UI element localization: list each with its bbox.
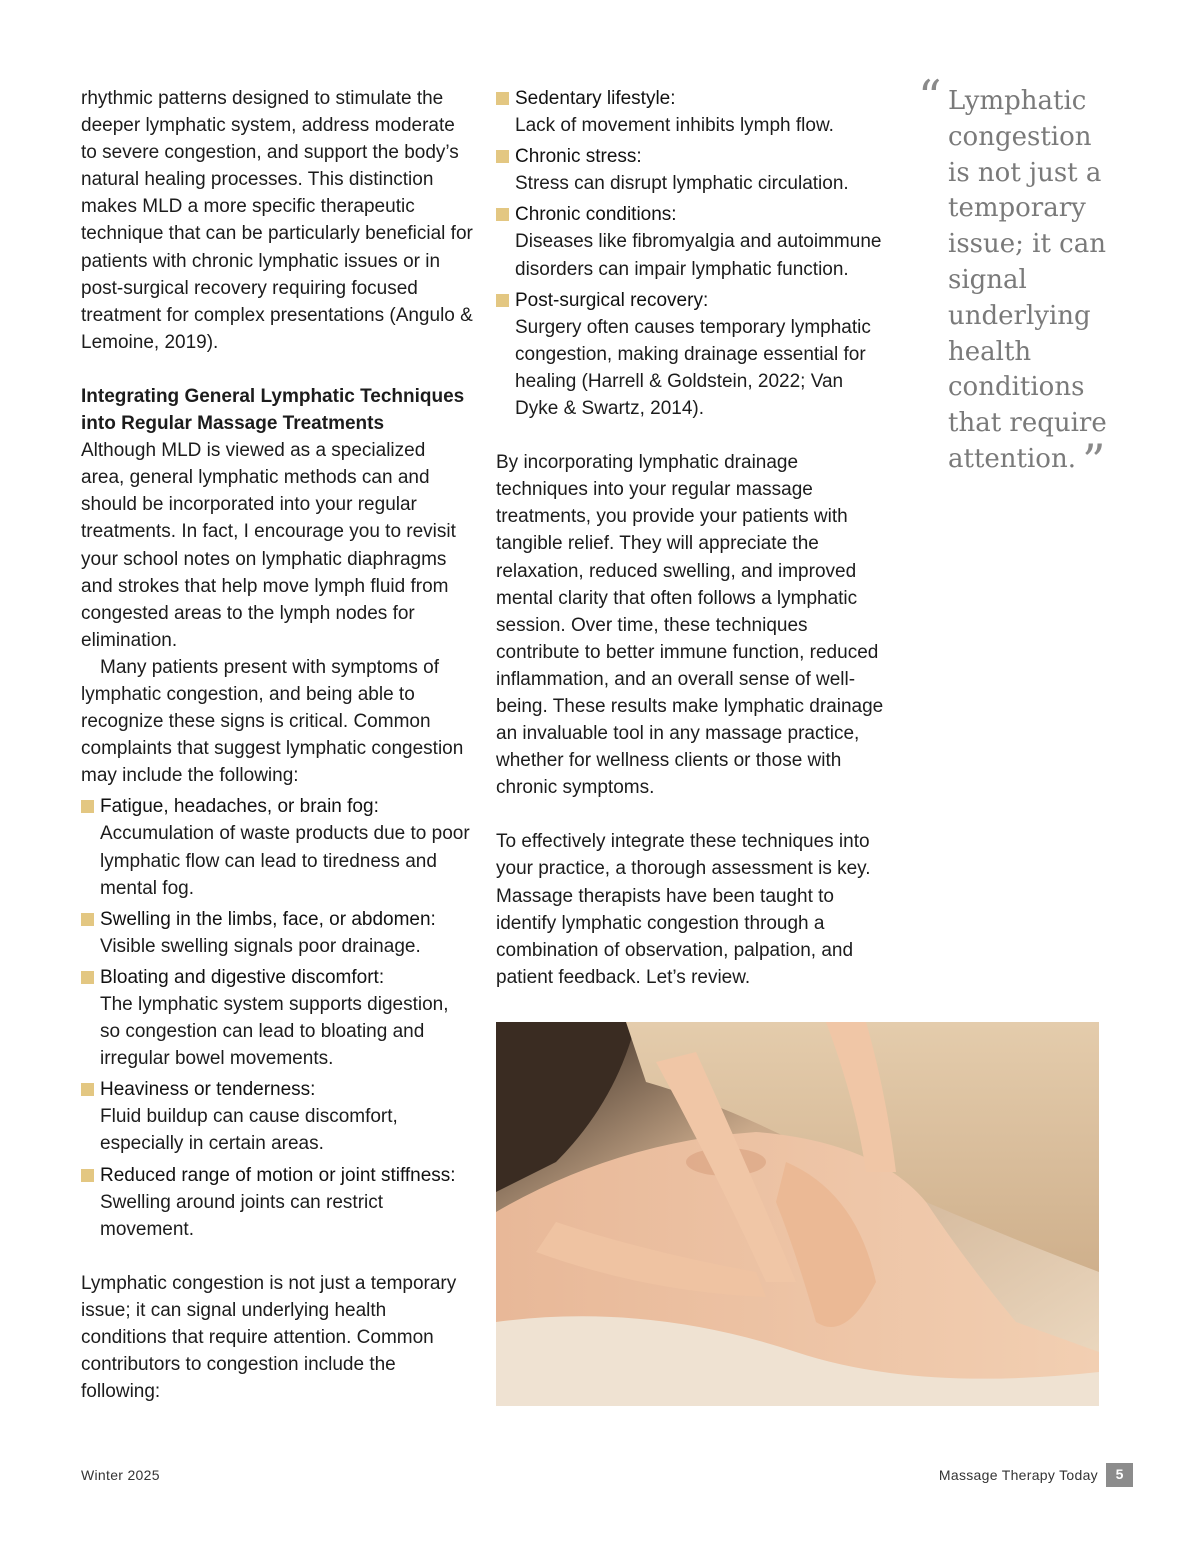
middle-column [496,85,888,991]
list-item-term: Sedentary lifestyle: [515,88,676,109]
pull-quote-text: Lymphatic congestion is not just a temporary issue; it can signal underlying health conditions that require attention. [948,86,1107,474]
list-item [496,85,888,139]
body-paragraph: By incorporating lymphatic drainage techniques into your regular massage treatments, you provide your patients with tangible relief. They will appreciate the relaxation, reduced swelling, and improved mental clarity that often follows a lymphatic session. Over time, these techniques contribute to better immune function, reduced inflammation, and an overall sense of well-being. These results make lymphatic drainage an invaluable tool in any massage practice, whether for wellness clients or those with chronic symptoms. [496,452,884,799]
section-heading: Integrating General Lymphatic Techniques into Regular Massage Treatments [81,385,465,435]
open-quote-icon: “ [918,70,942,124]
footer-issue: Winter 2025 [81,1467,160,1483]
body-paragraph: To effectively integrate these techniques into your practice, a thorough assessment is key. Massage therapists have been taught to identify lymphatic congestion through a combination of observation, palpation, and patient feedback. Let’s review. [496,831,871,988]
list-item-description: Visible swelling signals poor drainage. [100,935,421,957]
list-item-description: Diseases like fibromyalgia and autoimmune disorders can impair lymphatic function. [515,231,882,280]
bullet-square-icon [81,1169,94,1182]
footer-publication: Massage Therapy Today [938,1467,1098,1483]
list-item-description: Accumulation of waste products due to poor lymphatic flow can lead to tiredness and mental fog. [100,823,470,899]
list-item-term: Chronic stress: [515,146,642,168]
body-paragraph: Many patients present with symptoms of lymphatic congestion, and being able to recognize these signs is critical. Common complaints that suggest lymphatic congestion may include the following: [81,656,464,787]
body-paragraph: Although MLD is viewed as a specialized area, general lymphatic methods can and should be incorporated into your regular treatments. In fact, I encourage you to revisit your school notes on lymphatic diaphragms and strokes that help move lymph fluid from congested areas to the lymph nodes for elimination. [81,440,456,651]
list-item-description: Swelling around joints can restrict movement. [100,1191,384,1240]
list-item-term: Post-surgical recovery: [515,289,709,311]
list-item-description: Lack of movement inhibits lymph flow. [515,115,834,137]
list-item-term: Swelling in the limbs, face, or abdomen: [100,908,436,930]
page-number-badge: 5 [1106,1463,1133,1487]
list-item [496,287,888,422]
massage-illustration [496,1022,1099,1406]
list-item-term: Bloating and digestive discomfort: [100,966,385,988]
massage-photo [496,1022,1099,1406]
bullet-square-icon [81,913,94,926]
list-item [81,906,473,960]
body-paragraph: Lymphatic congestion is not just a temporary issue; it can signal underlying health conditions that require attention. Common contributors to congestion include the following: [81,1272,457,1403]
bullet-square-icon [496,92,509,105]
close-quote-icon: ” [1081,433,1106,488]
list-item [81,1076,473,1157]
bullet-square-icon [81,1083,94,1096]
bullet-square-icon [496,294,509,307]
list-item-term: Chronic conditions: [515,204,677,226]
left-column [81,85,473,1405]
bullet-square-icon [496,150,509,163]
list-item-term: Fatigue, headaches, or brain fog: [100,796,379,818]
list-item [496,201,888,282]
bullet-square-icon [81,800,94,813]
list-item-term: Heaviness or tenderness: [100,1079,316,1101]
list-item-term: Reduced range of motion or joint stiffness: [100,1164,456,1186]
pull-quote [918,70,1108,488]
list-item [81,793,473,901]
bullet-square-icon [81,971,94,984]
intro-paragraph: rhythmic patterns designed to stimulate the deeper lymphatic system, address moderate to severe congestion, and support the body’s natural healing processes. This distinction makes MLD a more specific therapeutic technique that can be particularly beneficial for patients with chronic lymphatic issues or in post-surgical recovery requiring focused treatment for complex presentations (Angulo & Lemoine, 2019). [81,88,473,353]
list-item-description: Surgery often causes temporary lymphatic congestion, making drainage essential for healing (Harrell & Goldstein, 2022; Van Dyke & Swartz, 2014). [515,316,871,420]
list-item [496,143,888,197]
symptoms-list [81,793,473,1243]
list-item-description: Fluid buildup can cause discomfort, especially in certain areas. [100,1106,398,1155]
bullet-square-icon [496,208,509,221]
contributors-list [496,85,888,422]
list-item-description: Stress can disrupt lymphatic circulation. [515,173,849,195]
list-item-description: The lymphatic system supports digestion, so congestion can lead to bloating and irregular bowel movements. [100,994,449,1070]
list-item [81,1162,473,1243]
list-item [81,964,473,1072]
